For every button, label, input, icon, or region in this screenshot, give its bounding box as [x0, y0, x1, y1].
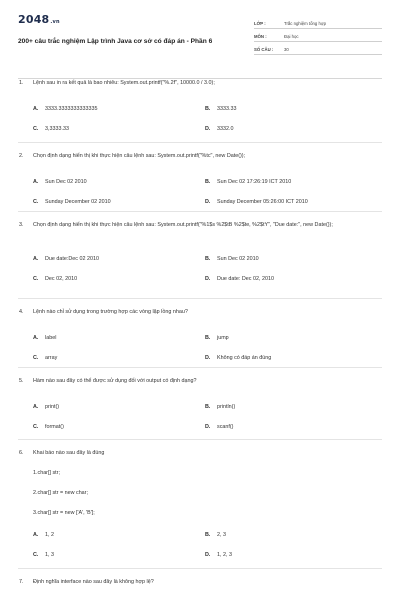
meta-table [254, 16, 382, 55]
logo-text: 2048 [18, 13, 50, 26]
option-text: print() [45, 404, 60, 410]
option-text: 1, 2, 3 [217, 552, 232, 558]
question-text: Lệnh nào chỉ sử dụng trong trường hợp các vòng lặp lồng nhau? [33, 309, 188, 315]
answer-options [33, 255, 385, 283]
option-text: 3332.0 [217, 126, 234, 132]
logo-suffix: .vn [50, 19, 60, 25]
option-text: 3,3333.33 [45, 126, 69, 132]
answer-option[interactable] [205, 334, 385, 342]
question-statement: 1.char[] str; [33, 470, 60, 476]
option-text: Dec 02, 2010 [45, 276, 78, 282]
question-text: Khai báo nào sau đây là đúng [33, 450, 105, 456]
question-item [18, 308, 382, 361]
question-stem [18, 578, 382, 586]
question-text: Định nghĩa interface nào sau đây là không hợp lệ? [33, 579, 154, 585]
option-text: println() [217, 404, 236, 410]
option-text: format() [45, 424, 64, 430]
option-text: 1, 2 [45, 532, 54, 538]
option-letter: D. [205, 424, 211, 430]
option-text: Sun Dec 02 2010 [217, 256, 259, 262]
meta-row-count [254, 42, 382, 55]
answer-option[interactable] [33, 423, 205, 431]
question-statement: 3.char[] str = new ['A', 'B']; [33, 510, 95, 516]
question-statement: 2.char[] str = new char; [33, 490, 88, 496]
option-letter: D. [205, 355, 211, 361]
answer-option[interactable] [205, 105, 385, 113]
option-text: 2, 3 [217, 532, 226, 538]
option-letter: B. [205, 335, 211, 341]
option-letter: B. [205, 532, 211, 538]
question-separator [18, 568, 382, 569]
question-text: Lệnh sau in ra kết quả là bao nhiêu: System.out.printf("%.2f", 10000.0 / 3.0); [33, 80, 215, 86]
answer-option[interactable] [205, 178, 385, 186]
question-number: 7. [19, 579, 24, 585]
meta-row-subject [254, 29, 382, 42]
meta-row-class [254, 16, 382, 29]
option-letter: C. [33, 552, 39, 558]
option-text: 3333.3333333333335 [45, 106, 98, 112]
answer-option[interactable] [33, 255, 205, 263]
question-separator [18, 142, 382, 143]
question-item [18, 79, 382, 132]
answer-option[interactable] [33, 275, 205, 283]
question-item [18, 377, 382, 430]
answer-options [33, 531, 385, 559]
option-letter: C. [33, 199, 39, 205]
option-text: jump [217, 335, 229, 341]
question-text: Chọn định dạng hiển thị khi thực hiện câu lệnh sau: System.out.printf("%tc", new Date()); [33, 153, 246, 159]
question-item [18, 221, 382, 282]
question-number: 4. [19, 309, 24, 315]
question-number: 2. [19, 153, 24, 159]
answer-option[interactable] [33, 198, 205, 206]
question-number: 6. [19, 450, 24, 456]
option-letter: D. [205, 126, 211, 132]
option-text: Due date:Dec 02 2010 [45, 256, 99, 262]
question-item [18, 578, 382, 586]
option-letter: B. [205, 179, 211, 185]
question-number: 1. [19, 80, 24, 86]
answer-option[interactable] [33, 403, 205, 411]
option-text: Sun Dec 02 2010 [45, 179, 87, 185]
answer-option[interactable] [205, 403, 385, 411]
question-stem [18, 377, 382, 385]
answer-option[interactable] [205, 125, 385, 133]
option-letter: A. [33, 404, 39, 410]
site-logo[interactable] [18, 14, 228, 28]
option-text: Sun Dec 02 17:26:19 ICT 2010 [217, 179, 292, 185]
question-separator [18, 367, 382, 368]
question-number: 5. [19, 378, 24, 384]
question-number: 3. [19, 222, 24, 228]
question-separator [18, 211, 382, 212]
question-text: Hàm nào sau đây có thể được sử dụng đối với output có định dạng? [33, 378, 197, 384]
meta-value: Trắc nghiệm tổng hợp [284, 21, 327, 26]
option-letter: C. [33, 126, 39, 132]
question-text: Chọn định dạng hiển thị khi thực hiện câu lệnh sau: System.out.printf("%1$s %2$tB %2$te, %2$tY", "Due date:", new Date()); [33, 222, 333, 228]
meta-key: MÔN : [254, 34, 267, 39]
option-text: array [45, 355, 58, 361]
option-letter: C. [33, 424, 39, 430]
question-stem [18, 449, 382, 457]
answer-option[interactable] [205, 354, 385, 362]
question-item [18, 449, 382, 558]
option-text: scanf() [217, 424, 234, 430]
answer-options [33, 334, 385, 362]
answer-options [33, 105, 385, 133]
question-separator [18, 298, 382, 299]
meta-value: Đại học [284, 34, 299, 39]
answer-option[interactable] [205, 198, 385, 206]
option-text: Sunday December 02 2010 [45, 199, 111, 205]
question-item [18, 152, 382, 205]
header-left [18, 14, 228, 46]
option-letter: D. [205, 276, 211, 282]
answer-option[interactable] [33, 551, 205, 559]
answer-option[interactable] [205, 275, 385, 283]
meta-value: 30 [284, 47, 289, 52]
option-letter: B. [205, 256, 211, 262]
question-stem [18, 152, 382, 160]
option-text: Due date: Dec 02, 2010 [217, 276, 274, 282]
option-letter: A. [33, 256, 39, 262]
answer-option[interactable] [33, 105, 205, 113]
option-text: 3333.33 [217, 106, 237, 112]
meta-key: LỚP : [254, 21, 266, 26]
answer-option[interactable] [33, 354, 205, 362]
answer-option[interactable] [205, 551, 385, 559]
answer-option[interactable] [33, 178, 205, 186]
option-text: Không có đáp án đúng [217, 355, 272, 361]
answer-options [33, 178, 385, 206]
option-letter: D. [205, 199, 211, 205]
answer-option[interactable] [33, 334, 205, 342]
answer-option[interactable] [205, 255, 385, 263]
option-text: 1, 3 [45, 552, 54, 558]
option-letter: A. [33, 532, 39, 538]
option-text: Sunday December 05:26:00 ICT 2010 [217, 199, 308, 205]
document-title: 200+ câu trắc nghiệm Lập trình Java cơ sở có đáp án - Phần 6 [18, 38, 213, 45]
question-stem [18, 79, 382, 87]
option-letter: C. [33, 355, 39, 361]
answer-option[interactable] [33, 125, 205, 133]
question-stem [18, 221, 382, 229]
option-letter: A. [33, 106, 39, 112]
option-letter: B. [205, 106, 211, 112]
option-text: label [45, 335, 57, 341]
option-letter: A. [33, 335, 39, 341]
option-letter: B. [205, 404, 211, 410]
answer-option[interactable] [33, 531, 205, 539]
answer-option[interactable] [205, 531, 385, 539]
answer-option[interactable] [205, 423, 385, 431]
question-separator [18, 439, 382, 440]
question-stem [18, 308, 382, 316]
option-letter: D. [205, 552, 211, 558]
meta-key: SỐ CÂU : [254, 47, 274, 52]
option-letter: A. [33, 179, 39, 185]
document-header [18, 14, 382, 74]
answer-options [33, 403, 385, 431]
option-letter: C. [33, 276, 39, 282]
